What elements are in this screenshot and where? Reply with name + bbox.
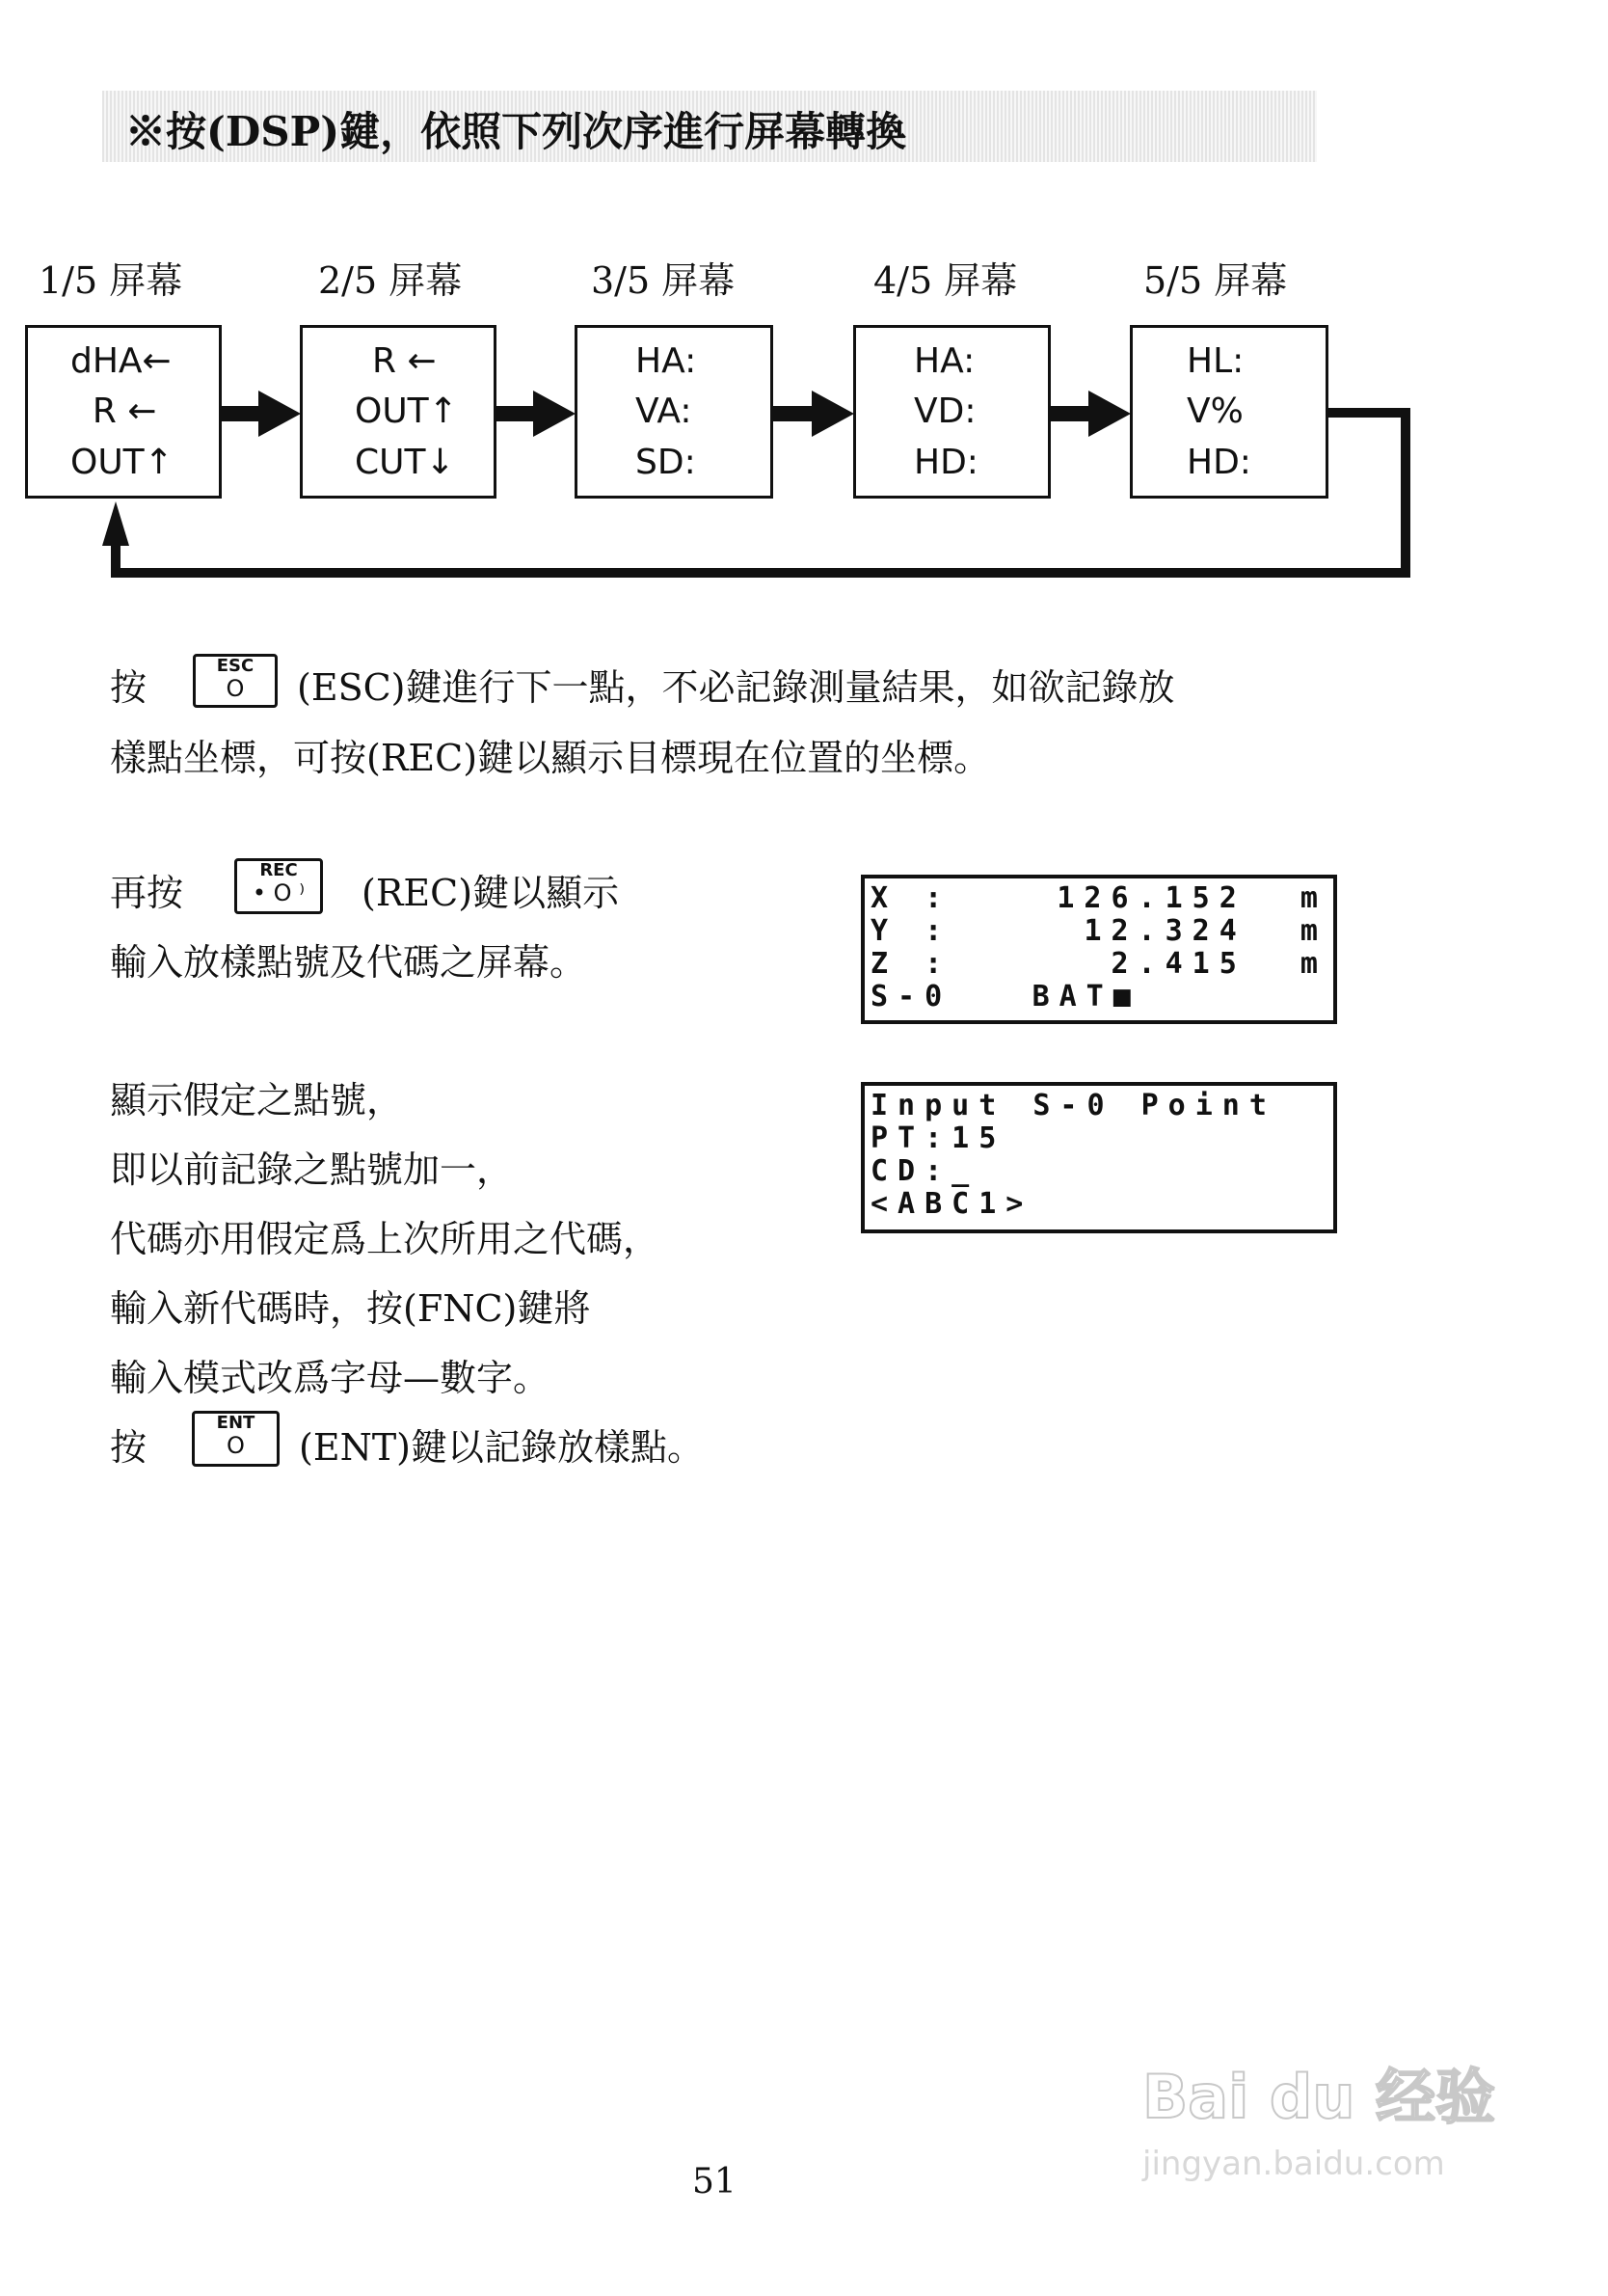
paragraph-line: 即以前記錄之點號加一，: [110, 1148, 514, 1191]
lcd-key: X :: [871, 881, 952, 915]
screen-label: 1/5 屏幕: [39, 259, 183, 302]
baidu-watermark-logo: [1142, 2049, 1495, 2183]
screen-line: dHA←: [70, 340, 172, 381]
screen-line: OUT↑: [355, 392, 458, 432]
screen-line: SD:: [635, 443, 696, 483]
lcd-value: 2.415 m: [1111, 947, 1327, 981]
screen-label: 5/5 屏幕: [1143, 259, 1288, 302]
lcd-key: S-0: [871, 980, 952, 1013]
screen-line: VA:: [635, 392, 692, 432]
screen-line: R ←: [70, 392, 157, 432]
section-title: ※按(DSP)鍵，依照下列次序進行屏幕轉換: [125, 108, 907, 155]
page-number: 51: [692, 2162, 737, 2201]
screen-line: R ←: [372, 340, 437, 381]
lcd-key: Z :: [871, 947, 952, 981]
ent-key-icon: [192, 1411, 280, 1467]
screen-line: VD:: [914, 392, 977, 432]
battery-status: BAT■: [1032, 980, 1221, 1013]
paragraph-line: 輸入放樣點號及代碼之屏幕。: [110, 941, 587, 984]
return-loop-arrow-icon: [0, 0, 1608, 598]
lcd-row: Input S-0 Point: [871, 1089, 1276, 1122]
paragraph-line: (REC)鍵以顯示: [362, 872, 620, 914]
lcd-row: [871, 882, 1327, 915]
screen-line: HD:: [914, 443, 978, 483]
screen-label: 2/5 屏幕: [318, 259, 463, 302]
lcd-row: [871, 981, 1327, 1013]
rec-key-icon: [234, 858, 323, 914]
esc-key-icon: [193, 654, 278, 708]
screen-line: V%: [1187, 392, 1244, 432]
paragraph-line: 代碼亦用假定爲上次所用之代碼，: [110, 1218, 660, 1260]
lcd-row: [871, 915, 1327, 948]
key-label: ESC: [216, 656, 255, 676]
watermark-brand: Bai du 经验: [1142, 2062, 1496, 2132]
screen-line: HA:: [635, 340, 697, 381]
paragraph-line: 輸入模式改爲字母—數字。: [110, 1357, 550, 1399]
text-press: 按: [110, 1426, 147, 1469]
text-press: 按: [110, 666, 147, 709]
lcd-value: 126.152 m: [1057, 881, 1327, 915]
lcd-row: <ABC1>: [871, 1187, 1033, 1221]
paragraph-line: (ENT)鍵以記錄放樣點。: [299, 1426, 704, 1469]
key-symbol: O: [227, 1432, 245, 1459]
screen-line: HD:: [1187, 443, 1251, 483]
key-label: ENT: [216, 1413, 255, 1433]
key-symbol: • O ⁾: [252, 879, 306, 906]
paragraph-line: 輸入新代碼時，按(FNC)鍵將: [110, 1287, 591, 1330]
watermark-url: jingyan.baidu.com: [1142, 2145, 1445, 2183]
paragraph-line: (ESC)鍵進行下一點，不必記錄測量結果，如欲記錄放: [297, 666, 1175, 709]
lcd-row: PT:15: [871, 1121, 1006, 1155]
lcd-coordinates-screen: [861, 875, 1337, 1024]
key-symbol: O: [226, 675, 245, 702]
lcd-value: 12.324 m: [1084, 914, 1327, 948]
screen-label: 4/5 屏幕: [873, 259, 1018, 302]
screen-line: HL:: [1187, 340, 1245, 381]
screen-line: CUT↓: [355, 443, 455, 483]
screen-line: OUT↑: [70, 443, 174, 483]
screen-label: 3/5 屏幕: [591, 259, 736, 302]
lcd-key: Y :: [871, 914, 952, 948]
text-press-again: 再按: [110, 872, 184, 914]
paragraph-line: 樣點坐標，可按(REC)鍵以顯示目標現在位置的坐標。: [110, 737, 991, 779]
lcd-input-point-screen: [861, 1082, 1337, 1233]
paragraph-line: 顯示假定之點號，: [110, 1079, 404, 1121]
lcd-row: CD:_: [871, 1154, 979, 1188]
lcd-row: [871, 948, 1327, 981]
screen-line: HA:: [914, 340, 976, 381]
key-label: REC: [259, 860, 298, 880]
